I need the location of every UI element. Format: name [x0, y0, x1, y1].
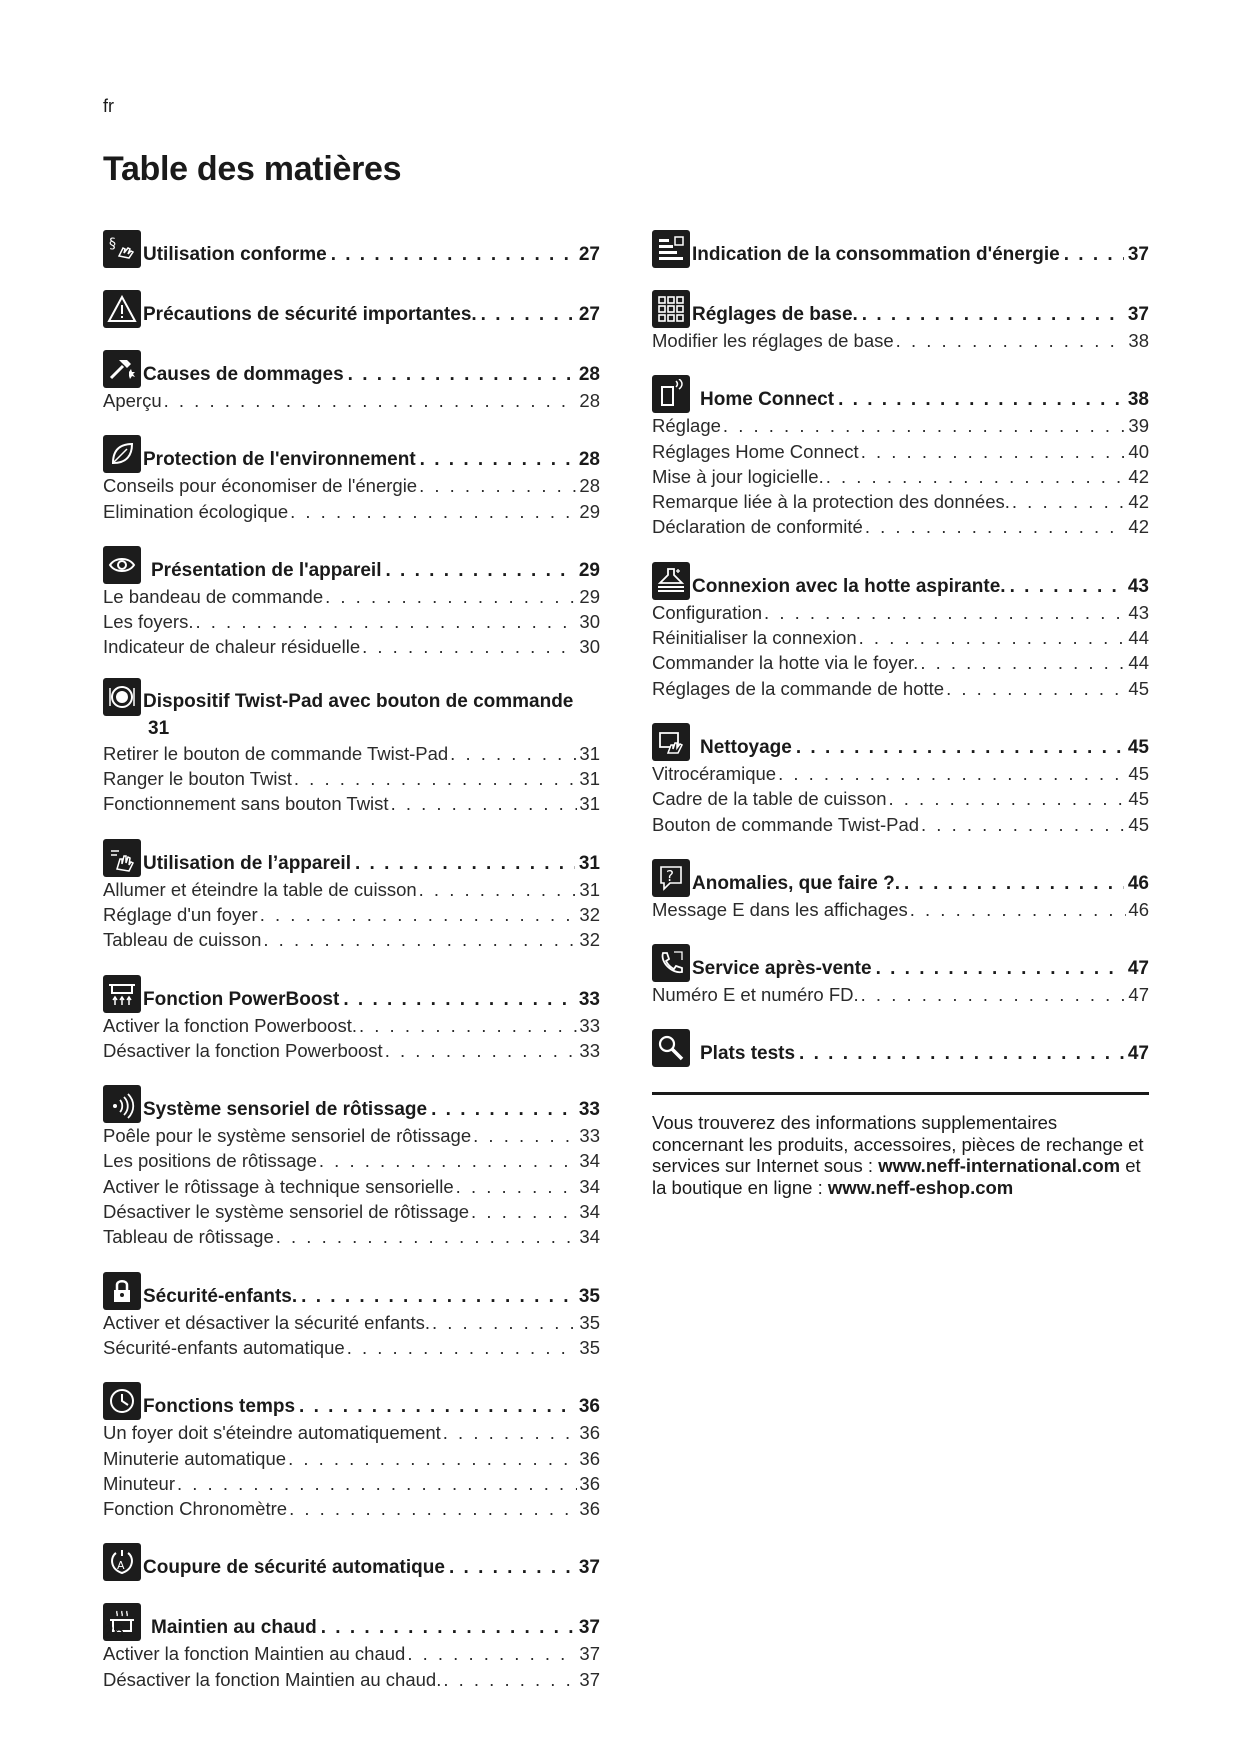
website-link[interactable]: www.neff-international.com [878, 1155, 1121, 1176]
toc-heading-label: Présentation de l'appareil [151, 559, 382, 581]
toc-page-number: 43 [1128, 601, 1149, 623]
toc-entry[interactable] [103, 1148, 600, 1173]
toc-entry[interactable] [652, 464, 1149, 489]
hand-touch-icon [103, 839, 141, 877]
toc-page-number: 45 [1128, 813, 1149, 835]
toc-entry-label: Activer la fonction Maintien au chaud [103, 1643, 406, 1665]
toc-entry-label: Modifier les réglages de base [652, 330, 894, 351]
toc-page-number: 38 [1128, 330, 1149, 351]
toc-page-number: 28 [578, 364, 600, 385]
toc-heading-label: Causes de dommages [143, 364, 344, 385]
toc-entry[interactable] [103, 1174, 600, 1199]
toc-heading[interactable] [652, 226, 1149, 268]
toc-section [652, 371, 1149, 539]
toc-page-number: 47 [1128, 984, 1149, 1006]
toc-heading-label: Protection de l'environnement [143, 449, 416, 471]
svg-text:?: ? [666, 866, 674, 885]
toc-page-number: 33 [579, 1014, 600, 1036]
toc-entry[interactable] [103, 927, 600, 952]
toc-entry-label: Activer la fonction Powerboost. [103, 1014, 357, 1036]
toc-entry[interactable] [103, 1224, 600, 1249]
toc-entry[interactable] [652, 812, 1149, 837]
toc-entry[interactable] [652, 982, 1149, 1007]
toc-page-number: 28 [578, 449, 600, 471]
toc-page-number: 40 [1128, 440, 1149, 462]
toc-section [103, 1599, 600, 1692]
toc-heading[interactable] [103, 1599, 600, 1641]
toc-heading-label: Nettoyage [700, 736, 792, 758]
toc-section [103, 1539, 600, 1581]
toc-entry[interactable] [652, 600, 1149, 625]
toc-entry[interactable] [103, 1013, 600, 1038]
toc-heading[interactable] [103, 1539, 600, 1581]
toc-entry-label: Fonction Chronomètre [103, 1498, 288, 1520]
toc-heading[interactable] [652, 371, 1149, 413]
toc-entry-label: Les foyers. [103, 611, 194, 633]
toc-heading-label: Service après-vente [692, 958, 872, 980]
law-hand-icon [103, 230, 141, 268]
toc-section [103, 971, 600, 1064]
toc-entry[interactable] [652, 625, 1149, 650]
toc-section [652, 719, 1149, 837]
toc-page-number: 31 [148, 717, 170, 739]
hammer-damage-icon [103, 350, 141, 388]
toc-page-number: 46 [1127, 872, 1149, 894]
phone-service-icon [652, 944, 690, 982]
toc-heading[interactable] [103, 226, 600, 268]
toc-entry[interactable] [652, 489, 1149, 514]
toc-page-number: 33 [579, 1039, 600, 1061]
sensor-pan-icon [103, 1085, 141, 1123]
warning-triangle-icon [103, 290, 141, 328]
toc-entry-label: Désactiver la fonction Powerboost [103, 1039, 383, 1061]
toc-entry[interactable] [652, 439, 1149, 464]
toc-heading-label: Indication de la consommation d'énergie [692, 244, 1060, 265]
toc-entry[interactable] [103, 1471, 600, 1496]
toc-entry[interactable] [652, 413, 1149, 438]
toc-section [103, 542, 600, 660]
info-paragraph [652, 1112, 1149, 1198]
toc-page-number: 45 [1128, 762, 1149, 784]
toc-heading[interactable] [103, 835, 600, 877]
toc-page-number: 31 [579, 793, 600, 815]
leaf-icon [103, 435, 141, 473]
lock-icon [103, 1272, 141, 1310]
toc-page-number: 30 [579, 611, 600, 633]
toc-heading[interactable] [103, 286, 600, 328]
phone-connect-icon [652, 375, 690, 413]
toc-entry-label: Les positions de rôtissage [103, 1150, 317, 1172]
toc-heading[interactable] [103, 1081, 600, 1123]
toc-entry[interactable] [103, 1310, 600, 1335]
grid-settings-icon [652, 290, 690, 328]
toc-page-number: 31 [579, 878, 600, 900]
toc-entry[interactable] [103, 877, 600, 902]
svg-text:§: § [109, 236, 116, 252]
toc-section [652, 940, 1149, 1007]
hood-icon [652, 562, 690, 600]
toc-entry-label: Activer le rôtissage à technique sensorielle [103, 1175, 454, 1197]
toc-heading[interactable] [103, 678, 600, 716]
toc-page-number: 30 [579, 636, 600, 658]
toc-page-number: 37 [578, 1617, 600, 1639]
toc-heading[interactable] [103, 971, 600, 1013]
toc-page-number: 36 [579, 1422, 600, 1444]
toc-heading-label: Utilisation de l’appareil [143, 852, 351, 874]
toc-entry-label: Message E dans les affichages [652, 898, 908, 920]
toc-page-number: 35 [578, 1285, 600, 1307]
toc-entry-label: Réglage d'un foyer [103, 903, 258, 925]
auto-off-icon [103, 1543, 141, 1581]
toc-entry[interactable] [652, 328, 1149, 353]
toc-page-number: 42 [1128, 491, 1149, 513]
toc-page-number: 43 [1127, 575, 1149, 597]
info-divider [652, 1092, 1149, 1095]
toc-heading-label: Connexion avec la hotte aspirante. [692, 575, 1006, 597]
toc-page-number: 33 [579, 1125, 600, 1147]
toc-entry-label: Réglage [652, 415, 721, 437]
clock-icon [103, 1382, 141, 1420]
toc-heading[interactable] [103, 542, 600, 584]
toc-section [652, 1025, 1149, 1067]
toc-section [652, 286, 1149, 353]
toc-entry-label: Ranger le bouton Twist [103, 768, 292, 790]
toc-heading[interactable] [652, 855, 1149, 897]
toc-page-number: 34 [579, 1175, 600, 1197]
toc-entry-label: Sécurité-enfants automatique [103, 1336, 345, 1358]
toc-page-number: 35 [579, 1336, 600, 1358]
toc-entry-label: Le bandeau de commande [103, 585, 324, 607]
toc-entry-label: Désactiver la fonction Maintien au chaud. [103, 1668, 442, 1690]
magnifier-icon [652, 1029, 690, 1067]
toc-entry[interactable] [652, 650, 1149, 675]
toc-page-number: 37 [579, 1643, 600, 1665]
toc-section [103, 286, 600, 328]
toc-page-number: 46 [1128, 898, 1149, 920]
toc-entry[interactable] [103, 499, 600, 524]
toc-page-number: 39 [1128, 415, 1149, 437]
toc-heading[interactable] [103, 346, 600, 388]
toc-page-number: 36 [579, 1472, 600, 1494]
toc-page-number: 36 [578, 1396, 600, 1418]
toc-entry-label: Tableau de rôtissage [103, 1226, 274, 1248]
toc-heading[interactable] [103, 431, 600, 473]
toc-entry-label: Cadre de la table de cuisson [652, 788, 887, 810]
toc-heading[interactable] [652, 558, 1149, 600]
toc-entry-label: Vitrocéramique [652, 762, 777, 784]
twist-pad-icon [103, 678, 141, 716]
toc-section [103, 1081, 600, 1249]
toc-section [652, 855, 1149, 922]
toc-entry[interactable] [652, 761, 1149, 786]
question-icon [652, 859, 690, 897]
toc-entry-label: Aperçu [103, 390, 162, 411]
toc-heading[interactable] [652, 286, 1149, 328]
toc-page-number: 34 [579, 1201, 600, 1223]
toc-entry-label: Allumer et éteindre la table de cuisson [103, 878, 417, 900]
toc-page-number: 29 [578, 559, 600, 581]
toc-entry[interactable] [652, 786, 1149, 811]
toc-entry-label: Remarque liée à la protection des données. [652, 491, 1010, 513]
toc-page-number: 32 [579, 929, 600, 951]
toc-entry[interactable] [103, 741, 600, 766]
toc-entry[interactable] [103, 473, 600, 498]
toc-heading-label: Coupure de sécurité automatique [143, 1557, 445, 1579]
toc-section [103, 835, 600, 953]
toc-page-number: 47 [1127, 958, 1149, 980]
toc-page-number: 34 [579, 1150, 600, 1172]
toc-entry-label: Réglages Home Connect [652, 440, 859, 462]
toc-page-number: 31 [579, 742, 600, 764]
toc-page-number: 37 [1127, 304, 1149, 325]
eshop-link[interactable]: www.neff-eshop.com [827, 1176, 1014, 1198]
toc-page-number: 37 [579, 1668, 600, 1690]
toc-page-number: 31 [578, 852, 600, 874]
toc-entry-label: Bouton de commande Twist-Pad [652, 813, 920, 835]
toc-page-number: 42 [1128, 516, 1149, 538]
toc-heading-label: Sécurité-enfants. [143, 1285, 298, 1307]
toc-entry[interactable] [103, 1641, 600, 1666]
toc-entry-label: Retirer le bouton de commande Twist-Pad [103, 742, 449, 764]
toc-entry[interactable] [103, 791, 600, 816]
toc-entry-label: Numéro E et numéro FD. [652, 984, 859, 1006]
toc-heading-label: Fonctions temps [143, 1396, 296, 1418]
toc-heading-label: Plats tests [700, 1043, 796, 1065]
toc-page-number: 45 [1127, 736, 1149, 758]
toc-entry[interactable] [103, 1038, 600, 1063]
page-number: 26 [103, 1622, 125, 1643]
toc-entry-label: Commander la hotte via le foyer. [652, 652, 919, 674]
toc-entry[interactable] [103, 1123, 600, 1148]
toc-entry[interactable] [103, 584, 600, 609]
toc-section [103, 226, 600, 268]
toc-page-number: 36 [579, 1498, 600, 1520]
toc-entry[interactable] [103, 634, 600, 659]
toc-entry-label: Réglages de la commande de hotte [652, 677, 945, 699]
toc-entry[interactable] [103, 609, 600, 634]
toc-page-number: 45 [1128, 677, 1149, 699]
toc-entry-label: Réinitialiser la connexion [652, 627, 857, 649]
toc-page-number: 44 [1128, 652, 1149, 674]
toc-page-number: 33 [578, 988, 600, 1010]
toc-entry-label: Indicateur de chaleur résiduelle [103, 636, 361, 658]
toc-page-number: 28 [579, 475, 600, 497]
toc-page-number: 44 [1128, 627, 1149, 649]
toc-section [103, 431, 600, 524]
toc-section [103, 1378, 600, 1521]
toc-entry-label: Configuration [652, 601, 763, 623]
toc-page-number: 38 [1127, 389, 1149, 411]
toc-entry[interactable] [103, 1199, 600, 1224]
toc-heading[interactable] [652, 1025, 1149, 1067]
toc-entry-label: Elimination écologique [103, 500, 289, 522]
toc-page-number: 34 [579, 1226, 600, 1248]
toc-section [103, 1268, 600, 1361]
toc-page-number: 31 [579, 768, 600, 790]
toc-heading-label: Anomalies, que faire ?. [692, 872, 900, 894]
toc-entry-label: Déclaration de conformité [652, 516, 863, 538]
toc-entry[interactable] [103, 1335, 600, 1360]
cleaning-icon [652, 723, 690, 761]
toc-entry[interactable] [103, 388, 600, 413]
toc-page-number: 42 [1128, 465, 1149, 487]
toc-entry[interactable] [652, 897, 1149, 922]
toc-page-number: 27 [578, 304, 600, 325]
toc-heading[interactable] [652, 940, 1149, 982]
toc-entry[interactable] [103, 1496, 600, 1521]
toc-page-number: 33 [578, 1099, 600, 1121]
language-code: fr [103, 96, 114, 116]
toc-entry[interactable] [652, 676, 1149, 701]
toc-entry-label: Minuteur [103, 1472, 175, 1494]
powerboost-pot-icon [103, 975, 141, 1013]
info-text: et la boutique en ligne : [652, 1155, 1141, 1198]
toc-page-number: 45 [1128, 788, 1149, 810]
toc-entry[interactable] [103, 902, 600, 927]
toc-heading-label: Dispositif Twist-Pad avec bouton de commande [143, 690, 574, 712]
info-text: Vous trouverez des informations supplementaires concernant les produits, accessoires, pièces de rechange et services sur Internet sous : [652, 1112, 1144, 1176]
toc-heading-label: Réglages de base. [692, 304, 858, 325]
toc-section [103, 678, 600, 817]
toc-heading-label: Précautions de sécurité importantes. [143, 304, 477, 325]
toc-entry-label: Minuterie automatique [103, 1447, 287, 1469]
toc-entry-label: Conseils pour économiser de l'énergie [103, 475, 418, 497]
toc-heading[interactable] [103, 1378, 600, 1420]
page-title: Table des matières [103, 150, 402, 188]
toc-page-number: 47 [1127, 1043, 1149, 1065]
toc-page-number: 32 [579, 903, 600, 925]
toc-entry-label: Désactiver le système sensoriel de rôtissage [103, 1201, 470, 1223]
toc-left-column [103, 226, 600, 1710]
toc-entry-label: Poêle pour le système sensoriel de rôtissage [103, 1125, 472, 1147]
toc-entry[interactable] [652, 514, 1149, 539]
toc-page-number: 29 [579, 585, 600, 607]
toc-entry-label: Activer et désactiver la sécurité enfants. [103, 1311, 430, 1333]
toc-entry[interactable] [103, 1667, 600, 1692]
toc-section [103, 346, 600, 413]
toc-heading-label: Utilisation conforme [143, 244, 327, 265]
toc-entry-label: Un foyer doit s'éteindre automatiquement [103, 1422, 441, 1444]
toc-entry[interactable] [103, 1446, 600, 1471]
toc-page-number: 37 [1127, 244, 1149, 265]
toc-entry-label: Fonctionnement sans bouton Twist [103, 793, 389, 815]
toc-section [652, 226, 1149, 268]
toc-heading-label: Fonction PowerBoost [143, 988, 340, 1010]
toc-entry[interactable] [103, 1420, 600, 1445]
toc-entry[interactable] [103, 766, 600, 791]
toc-heading-label: Système sensoriel de rôtissage [143, 1099, 428, 1121]
toc-heading-label: Home Connect [700, 389, 835, 411]
toc-entry-label: Mise à jour logicielle. [652, 465, 824, 487]
toc-page-number: 35 [579, 1311, 600, 1333]
toc-heading[interactable] [103, 1268, 600, 1310]
energy-bars-icon [652, 230, 690, 268]
toc-entry-label: Tableau de cuisson [103, 929, 262, 951]
svg-text:A: A [117, 1559, 125, 1573]
toc-right-column [652, 226, 1149, 1085]
toc-page-number: 37 [578, 1557, 600, 1579]
eye-icon [103, 546, 141, 584]
toc-section [652, 558, 1149, 701]
toc-heading-label: Maintien au chaud [151, 1617, 317, 1639]
toc-heading[interactable] [652, 719, 1149, 761]
toc-page-number: 36 [579, 1447, 600, 1469]
toc-page-number: 28 [579, 390, 600, 411]
toc-page-number: 27 [578, 244, 600, 265]
toc-page-number: 29 [579, 500, 600, 522]
